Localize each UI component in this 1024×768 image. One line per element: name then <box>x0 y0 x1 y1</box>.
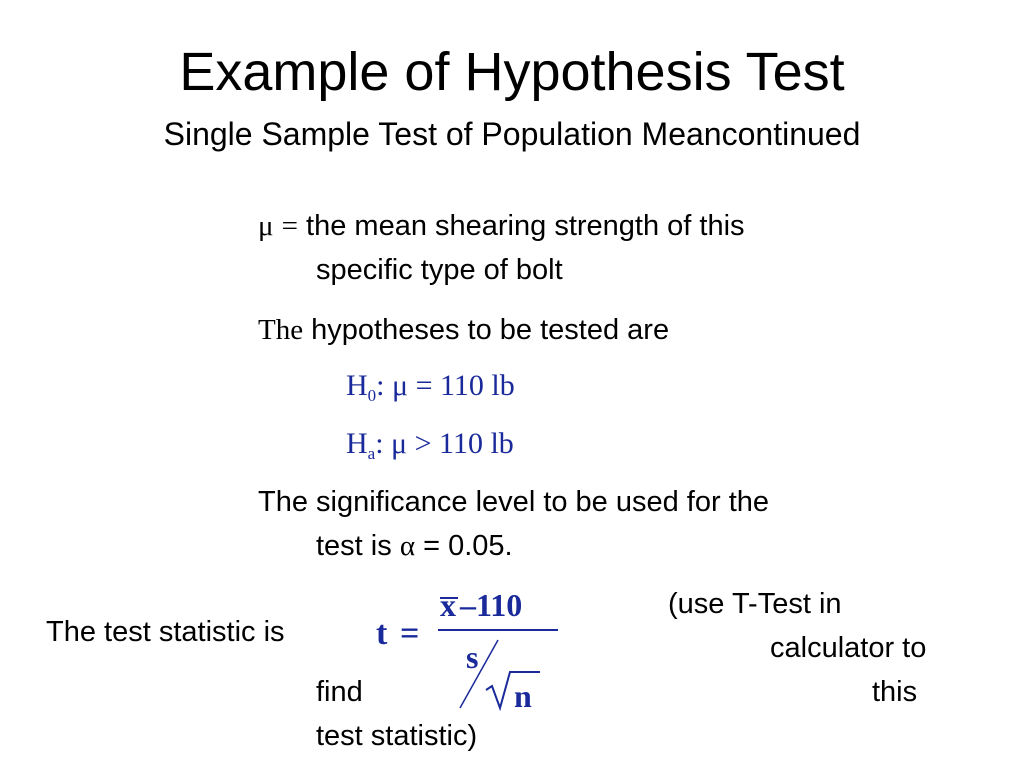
test-statistic-label: The test statistic is <box>46 616 285 648</box>
formula-s: s <box>466 639 479 675</box>
formula-x: x <box>440 587 456 623</box>
formula-t: t <box>376 615 388 652</box>
alternative-hypothesis-statement: : μ > 110 lb <box>375 427 514 460</box>
formula-equals: = <box>400 615 420 652</box>
alternative-hypothesis-subscript: a <box>367 444 376 463</box>
t-statistic-formula <box>372 586 572 716</box>
significance-line-2 <box>316 528 513 564</box>
hypotheses-intro <box>258 312 669 348</box>
hypotheses-intro-text: hypotheses to be tested are <box>311 314 670 346</box>
calculator-note-line-2: calculator to <box>770 632 927 664</box>
hypotheses-lead-word: The <box>258 314 304 346</box>
alternative-hypothesis-letter: H <box>346 427 368 460</box>
calculator-note-end: test statistic) <box>316 720 478 752</box>
alpha-symbol: α <box>399 530 416 562</box>
square-root-sign <box>486 672 540 708</box>
mu-equals: = <box>281 210 298 242</box>
null-hypothesis-subscript: 0 <box>367 386 377 405</box>
null-hypothesis-statement: : μ = 110 lb <box>376 369 515 402</box>
formula-n: n <box>514 678 532 714</box>
alternative-hypothesis <box>346 426 514 462</box>
null-hypothesis-letter: H <box>346 369 368 402</box>
mu-symbol: μ <box>258 210 274 242</box>
mu-definition-text: the mean shearing strength of this <box>306 210 745 242</box>
calculator-note-this: this <box>872 676 918 708</box>
mu-definition-line-1 <box>258 208 745 244</box>
significance-line-1: The significance level to be used for the <box>258 486 770 518</box>
page-subtitle: Single Sample Test of Population Meancontinued <box>163 116 861 152</box>
mu-definition-line-2: specific type of bolt <box>316 254 563 286</box>
significance-pre: test is <box>316 530 392 562</box>
null-hypothesis <box>346 368 515 404</box>
page-title: Example of Hypothesis Test <box>179 42 845 102</box>
calculator-note-line-1: (use T-Test in <box>668 588 842 620</box>
calculator-note-find: find <box>316 676 363 708</box>
significance-post: = 0.05. <box>423 530 513 562</box>
formula-minus-110: –110 <box>460 587 523 623</box>
